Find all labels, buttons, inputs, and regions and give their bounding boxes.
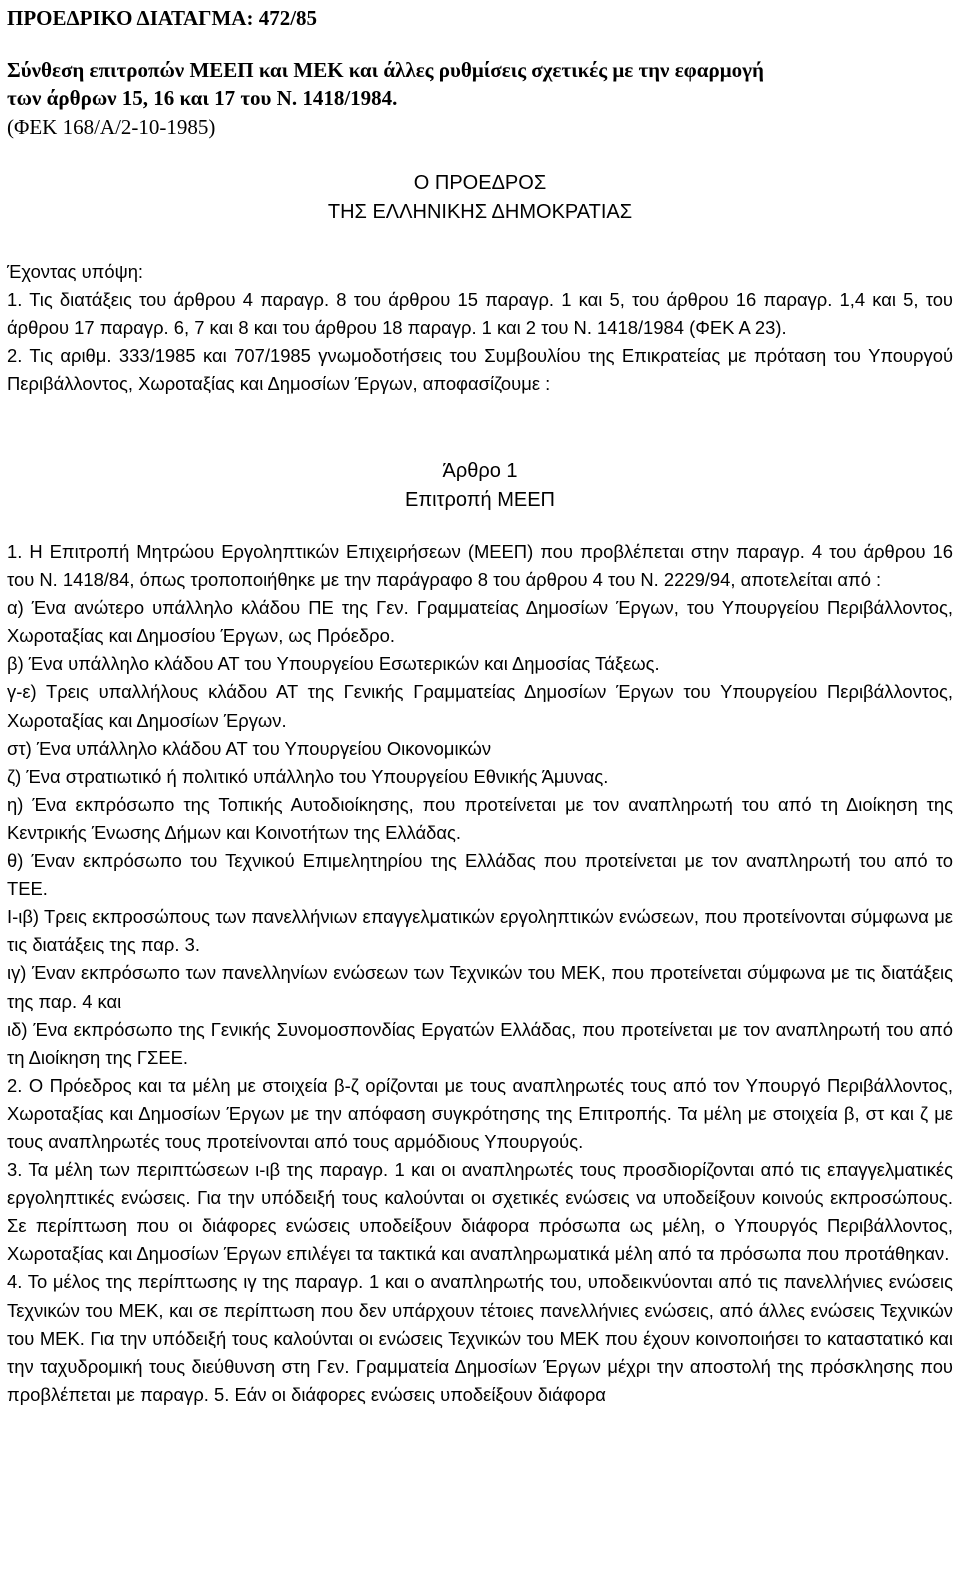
paragraph: 3. Τα μέλη των περιπτώσεων ι-ιβ της παραγρ. 1 και οι αναπληρωτές τους προσδιορίζονται από τις επαγγελματικές εργοληπτικές ενώσεις. Για την υπόδειξή τους καλούνται οι σχετικές ενώσεις να υποδείξουν κοινούς εκπροσώπους. Σε περίπτωση που οι διάφορες ενώσεις υποδείξουν διάφορα πρόσωπα ως μέλη, ο Υπουργός Περιβάλλοντος, Χωροταξίας και Δημοσίων Έργων επιλέγει τα τακτικά και αναπληρωματικά μέλη από τα πρόσωπα που προτάθηκαν.	[7, 1159, 953, 1265]
president-heading	[7, 169, 953, 227]
paragraph: ζ) Ένα στρατιωτικό ή πολιτικό υπάλληλο του Υπουργείου Εθνικής Άμυνας.	[7, 765, 609, 787]
paragraph: 2. Ο Πρόεδρος και τα μέλη με στοιχεία β-ζ ορίζονται με τους αναπληρωτές τους από τον Υπουργό Περιβάλλοντος, Χωροταξίας και Δημοσίων Έργων με την απόφαση συγκρότησης της Επιτροπής. Τα μέλη με στοιχεία β, στ και ζ με τους αναπληρωτές τους προτείνονται από τους αρμόδιους Υπουργούς.	[7, 1074, 953, 1152]
preamble	[7, 258, 953, 398]
paragraph: θ) Έναν εκπρόσωπο του Τεχνικού Επιμελητηρίου της Ελλάδας που προτείνεται με τον αναπληρωτή του από το ΤΕΕ.	[7, 850, 953, 900]
subject-line: Σύνθεση επιτροπών ΜΕΕΠ και ΜΕΚ και άλλες ρυθμίσεις σχετικές με την εφαρμογή	[7, 58, 764, 82]
paragraph: 4. Το μέλος της περίπτωσης ιγ της παραγρ. 1 και ο αναπληρωτής του, υποδεικνύονται από τις πανελλήνιες ενώσεις Τεχνικών του ΜΕΚ, και σε περίπτωση που δεν υπάρχουν τέτοιες πανελλήνιες ενώσεις, από άλλες ενώσεις Τεχνικών του ΜΕΚ. Για την υπόδειξή τους καλούνται οι ενώσεις Τεχνικών του ΜΕΚ που έχουν κοινοποιήσει το καταστατικό και την ταχυδρομική τους διεύθυνση στη Γεν. Γραμματεία Δημοσίων Έργων μέχρι την αποστολή της πρόσκλησης που προβλέπεται με παραγρ. 5. Εάν οι διάφορες ενώσεις υποδείξουν διάφορα	[7, 1271, 953, 1405]
preamble-item: 2. Τις αριθμ. 333/1985 και 707/1985 γνωμοδοτήσεις του Συμβουλίου της Επικρατείας με πρόταση του Υπουργού Περιβάλλοντος, Χωροταξίας και Δημοσίων Έργων, αποφασίζουμε :	[7, 345, 953, 395]
paragraph: στ) Ένα υπάλληλο κλάδου ΑΤ του Υπουργείου Οικονομικών	[7, 737, 492, 759]
paragraph: 1. Η Επιτροπή Μητρώου Εργοληπτικών Επιχειρήσεων (ΜΕΕΠ) που προβλέπεται στην παραγρ. 4 του άρθρου 16 του Ν. 1418/84, όπως τροποποιήθηκε με την παράγραφο 8 του άρθρου 4 του Ν. 2229/94, αποτελείται από :	[7, 541, 953, 591]
document-subject	[7, 56, 953, 112]
paragraph: Ι-ιβ) Τρεις εκπροσώπους των πανελλήνιων επαγγελματικών εργοληπτικών ενώσεων, που προτείνονται σύμφωνα με τις διατάξεις της παρ. 3.	[7, 906, 953, 956]
article-title: Επιτροπή ΜΕΕΠ	[405, 489, 555, 511]
paragraph: α) Ένα ανώτερο υπάλληλο κλάδου ΠΕ της Γεν. Γραμματείας Δημοσίων Έργων, του Υπουργείου Περιβάλλοντος, Χωροταξίας και Δημοσίου Έργων, ως Πρόεδρο.	[7, 597, 953, 647]
paragraph: γ-ε) Τρεις υπαλλήλους κλάδου ΑΤ της Γενικής Γραμματείας Δημοσίων Έργων του Υπουργείου Περιβάλλοντος, Χωροταξίας και Δημοσίων Έργων.	[7, 681, 953, 731]
paragraph: ιδ) Ένα εκπρόσωπο της Γενικής Συνομοσπονδίας Εργατών Ελλάδας, που προτείνεται με τον αναπληρωτή του από τη Διοίκηση της ΓΣΕΕ.	[7, 1018, 953, 1068]
subject-line: των άρθρων 15, 16 και 17 του Ν. 1418/1984.	[7, 86, 398, 110]
president-line: ΤΗΣ ΕΛΛΗΝΙΚΗΣ ΔΗΜΟΚΡΑΤΙΑΣ	[327, 201, 633, 223]
article-number: Άρθρο 1	[442, 460, 518, 482]
article-heading	[7, 457, 953, 515]
article-body	[7, 538, 953, 1409]
paragraph: ιγ) Έναν εκπρόσωπο των πανελληνίων ενώσεων των Τεχνικών του ΜΕΚ, που προτείνεται σύμφωνα με τις διατάξεις της παρ. 4 και	[7, 962, 953, 1012]
preamble-item: 1. Τις διατάξεις του άρθρου 4 παραγρ. 8 του άρθρου 15 παραγρ. 1 και 5, του άρθρου 16 παραγρ. 1,4 και 5, του άρθρου 17 παραγρ. 6, 7 και 8 και του άρθρου 18 παραγρ. 1 και 2 του Ν. 1418/1984 (ΦΕΚ Α 23).	[7, 289, 953, 339]
gazette-reference: (ΦΕΚ 168/Α/2-10-1985)	[7, 115, 216, 139]
president-line: Ο ΠΡΟΕΔΡΟΣ	[413, 172, 547, 194]
paragraph: β) Ένα υπάλληλο κλάδου ΑΤ του Υπουργείου Εσωτερικών και Δημοσίας Τάξεως.	[7, 653, 660, 675]
paragraph: η) Ένα εκπρόσωπο της Τοπικής Αυτοδιοίκησης, που προτείνεται με τον αναπληρωτή του από τη Διοίκηση της Κεντρικής Ένωσης Δήμων και Κοινοτήτων της Ελλάδας.	[7, 793, 953, 843]
document-title: ΠΡΟΕΔΡΙΚΟ ΔΙΑΤΑΓΜΑ: 472/85	[7, 6, 318, 30]
preamble-intro: Έχοντας υπόψη:	[7, 261, 144, 282]
